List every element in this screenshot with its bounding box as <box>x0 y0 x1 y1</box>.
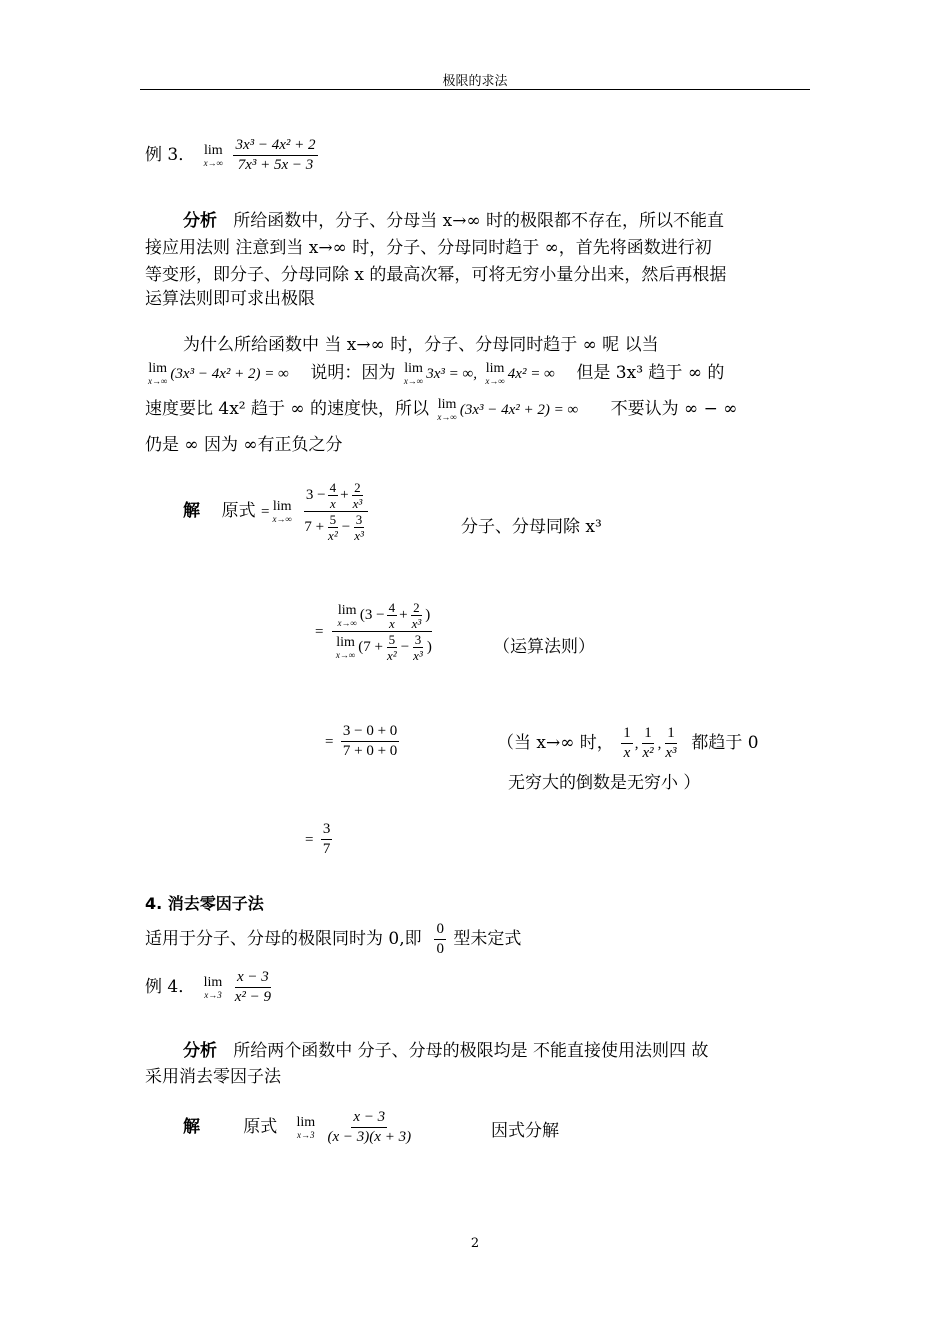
equals-sign: = <box>305 832 314 848</box>
equals-sign: = <box>325 734 334 750</box>
analysis-1-line-1 <box>183 208 724 235</box>
denominator: 7 + $\frac{5}{\text{x²}}$ − $\frac{3}{\text{x³}}$ <box>304 512 364 543</box>
limit-operator: lim x→∞ <box>403 361 424 386</box>
math-expression: 3x³ = ∞, <box>426 366 477 382</box>
description-text: 适用于分子、分母的极限同时为 0,即 <box>145 929 422 949</box>
analysis-label: 分析 <box>183 211 217 231</box>
solution-label: 解 <box>183 501 200 521</box>
explanation-text: 不要认为 ∞ − ∞ <box>610 399 738 419</box>
explanation-text: 速度要比 4x² 趋于 ∞ 的速度快，所以 <box>145 399 429 419</box>
factored-fraction <box>326 1108 414 1147</box>
why-line-2 <box>145 360 724 388</box>
section-4-title: 4. 消去零因子法 <box>145 894 264 913</box>
description-text: 型未定式 <box>453 929 522 949</box>
explanation-text: 说明：因为 <box>310 363 396 383</box>
reciprocal-fraction: $\frac{1}{\text{x³}}$ <box>665 725 677 761</box>
solution-3-step-2-note: （运算法则） <box>493 637 595 657</box>
reciprocal-fraction: $\frac{1}{\text{x²}}$ <box>642 725 654 761</box>
numerator: lim x→∞ (3 − $\frac{4}{x}$ + $\frac{2}{\text{x³}}$ ) <box>332 600 432 632</box>
example-3-label: 例 3． <box>145 145 196 165</box>
denominator: (x − 3)(x + 3) <box>327 1129 412 1145</box>
original-expression-label: 原式 <box>221 501 256 521</box>
limit-operator: lim x→3 <box>203 975 223 1000</box>
math-expression: (3x³ − 4x² + 2) = ∞ <box>459 402 579 418</box>
result-fraction <box>321 820 333 859</box>
numerator: x − 3 <box>235 968 271 988</box>
page-header: 极限的求法 <box>442 74 508 89</box>
numerator: 3 − 0 + 0 <box>341 722 399 742</box>
analysis-text: 所给两个函数中 分子、分母的极限均是 不能直接使用法则四 故 <box>233 1041 709 1061</box>
limit-operator: lim x→∞ <box>203 143 224 168</box>
example-4-label: 例 4． <box>145 977 196 997</box>
solution-4 <box>183 1108 415 1147</box>
zero-substitution-fraction <box>341 722 399 761</box>
denominator: 7 <box>322 841 331 857</box>
analysis-1-line-2: 接应用法则 注意到当 x→∞ 时，分子、分母同时趋于 ∞，首先将函数进行初 <box>145 238 712 258</box>
note-text: （当 x→∞ 时， <box>497 733 614 753</box>
analysis-text: 所给函数中，分子、分母当 x→∞ 时的极限都不存在，所以不能直 <box>233 211 725 231</box>
solution-label: 解 <box>183 1117 200 1137</box>
solution-3-step-3-note: （当 x→∞ 时， $\frac{1}{x}$ , $\frac{1}{\text{x²}}$ , $\frac{1}{\text{x³}}$ 都趋于 0 <box>497 725 759 761</box>
original-expression-label: 原式 <box>243 1117 278 1137</box>
example-4-fraction <box>233 968 273 1007</box>
math-expression: (3x³ − 4x² + 2) = ∞ <box>170 366 289 382</box>
denominator: x² − 9 <box>234 989 271 1005</box>
solution-3-step-2 <box>315 600 436 663</box>
numerator: x − 3 <box>351 1108 387 1128</box>
limit-operator: lim x→∞ <box>272 499 292 524</box>
indeterminate-form-fraction: $\frac{0}{0}$ <box>436 921 444 957</box>
numerator: 3 <box>321 820 333 840</box>
example-4 <box>145 968 275 1007</box>
section-4-description <box>145 920 521 959</box>
analysis-label: 分析 <box>183 1041 217 1061</box>
solution-3-step-1 <box>183 480 372 543</box>
numerator: 3x³ − 4x² + 2 <box>233 136 317 156</box>
why-line-1: 为什么所给函数中 当 x→∞ 时，分子、分母同时趋于 ∞ 呢 以当 <box>183 335 659 355</box>
solution-3-step-3 <box>325 722 401 761</box>
example-3-fraction <box>233 136 317 175</box>
solution-4-note: 因式分解 <box>491 1121 559 1141</box>
analysis-2-line-2: 采用消去零因子法 <box>145 1067 281 1087</box>
math-expression: 4x² = ∞ <box>507 366 555 382</box>
limit-fraction <box>331 600 434 663</box>
denominator: lim x→∞ (7 + $\frac{5}{\text{x²}}$ − $\frac{3}{\text{x³}}$ ) <box>335 632 432 663</box>
limit-operator: lim x→∞ <box>148 361 168 386</box>
header-rule <box>140 89 810 90</box>
solution-3-note: 分子、分母同除 x³ <box>461 517 602 537</box>
page-number: 2 <box>470 1236 480 1251</box>
example-3 <box>145 136 320 175</box>
equals-sign: = <box>261 504 270 520</box>
note-text: 都趋于 0 <box>691 733 759 753</box>
why-line-4: 仍是 ∞ 因为 ∞有正负之分 <box>145 435 343 455</box>
analysis-1-line-3: 等变形，即分子、分母同除 x 的最高次幂，可将无穷小量分出来，然后再根据 <box>145 265 727 285</box>
why-line-3 <box>145 396 737 424</box>
analysis-2-line-1 <box>183 1038 708 1065</box>
limit-operator: lim x→3 <box>296 1115 316 1140</box>
reciprocal-fraction: $\frac{1}{x}$ <box>623 725 631 761</box>
denominator: 7 + 0 + 0 <box>342 743 398 759</box>
solution-3-step-4 <box>305 820 334 859</box>
denominator: 7x³ + 5x − 3 <box>237 157 314 173</box>
divided-fraction <box>302 480 370 543</box>
limit-operator: lim x→∞ <box>437 397 457 422</box>
equals-sign: = <box>315 624 324 640</box>
explanation-text: 但是 3x³ 趋于 ∞ 的 <box>576 363 725 383</box>
analysis-1-line-4: 运算法则即可求出极限 <box>145 289 315 309</box>
limit-operator: lim x→∞ <box>485 361 505 386</box>
numerator: 3 − $\frac{4}{x}$ + $\frac{2}{\text{x³}}$ <box>304 480 368 512</box>
solution-3-step-3-note-2: 无穷大的倒数是无穷小 ） <box>508 773 701 793</box>
